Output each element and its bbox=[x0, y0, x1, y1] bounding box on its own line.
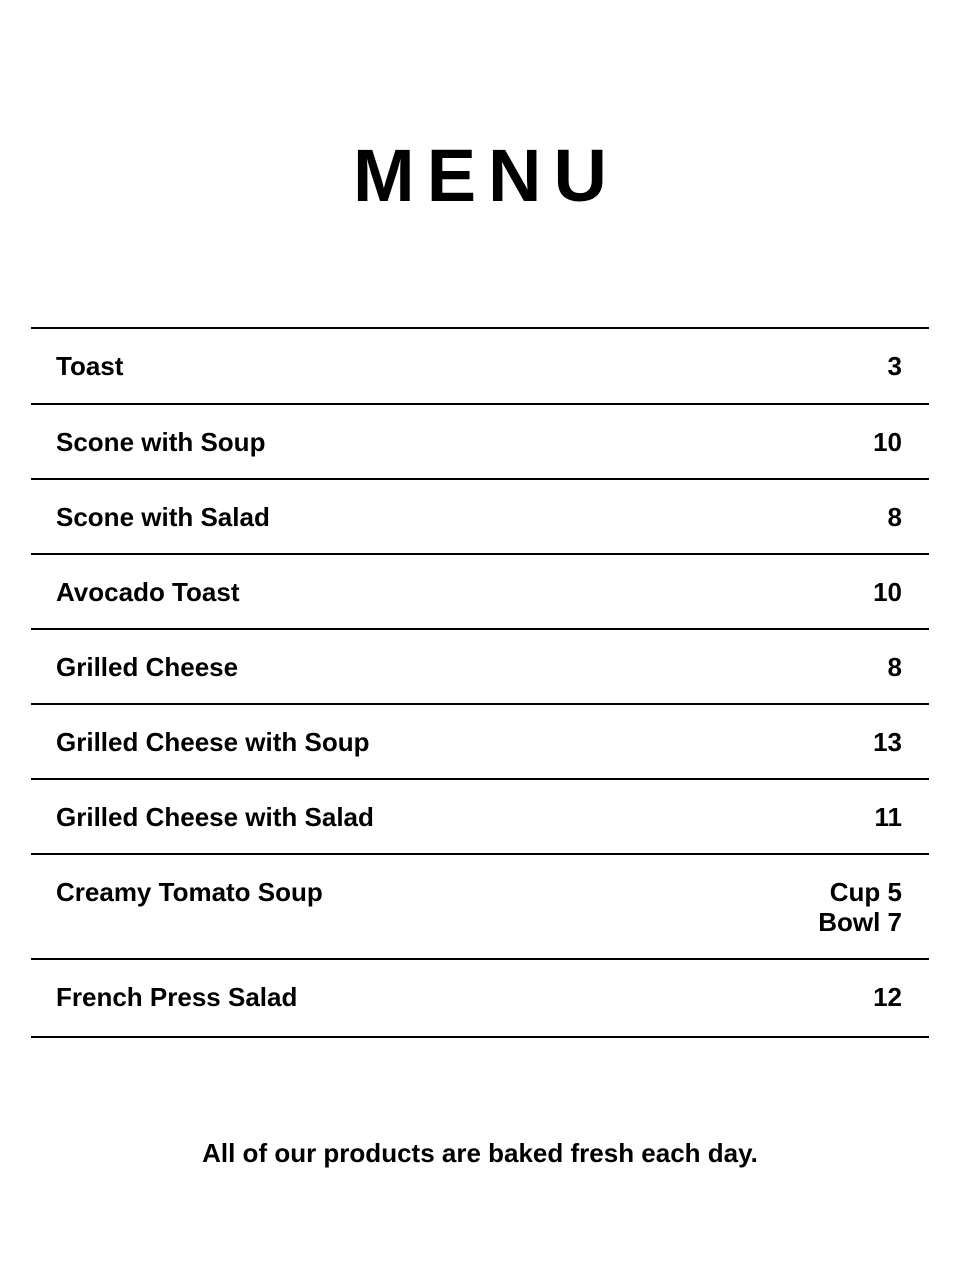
footer-note: All of our products are baked fresh each day. bbox=[202, 1138, 758, 1168]
item-name: Grilled Cheese with Salad bbox=[56, 802, 374, 832]
item-name: Scone with Salad bbox=[56, 502, 270, 532]
item-name: Grilled Cheese bbox=[56, 652, 239, 682]
bowl-price: Bowl 7 bbox=[818, 907, 902, 937]
item-name: Creamy Tomato Soup bbox=[56, 877, 323, 907]
menu-list bbox=[31, 327, 929, 1038]
item-name: Grilled Cheese with Soup bbox=[56, 727, 370, 757]
item-price: 10 bbox=[873, 427, 902, 457]
menu-row-creamy-tomato-soup bbox=[31, 855, 929, 960]
item-price: 13 bbox=[873, 727, 902, 757]
menu-row-scone-with-salad bbox=[31, 480, 929, 555]
item-price: 8 bbox=[887, 652, 902, 682]
item-price: 12 bbox=[873, 982, 902, 1012]
cup-price: Cup 5 bbox=[829, 877, 902, 907]
item-name: French Press Salad bbox=[56, 982, 298, 1012]
item-price: 8 bbox=[887, 502, 902, 532]
menu-row-avocado-toast bbox=[31, 555, 929, 630]
menu-row-grilled-cheese bbox=[31, 630, 929, 705]
item-price: 11 bbox=[874, 802, 902, 832]
menu-row-toast bbox=[31, 329, 929, 405]
menu-title: MENU bbox=[353, 134, 619, 217]
item-price: 3 bbox=[887, 351, 902, 381]
item-name: Toast bbox=[56, 351, 124, 381]
item-name: Avocado Toast bbox=[56, 577, 240, 607]
item-name: Scone with Soup bbox=[56, 427, 266, 457]
item-price bbox=[818, 877, 902, 937]
item-price: 10 bbox=[873, 577, 902, 607]
menu-row-french-press-salad bbox=[31, 960, 929, 1038]
menu-row-grilled-cheese-with-soup bbox=[31, 705, 929, 780]
menu-row-grilled-cheese-with-salad bbox=[31, 780, 929, 855]
menu-row-scone-with-soup bbox=[31, 405, 929, 480]
